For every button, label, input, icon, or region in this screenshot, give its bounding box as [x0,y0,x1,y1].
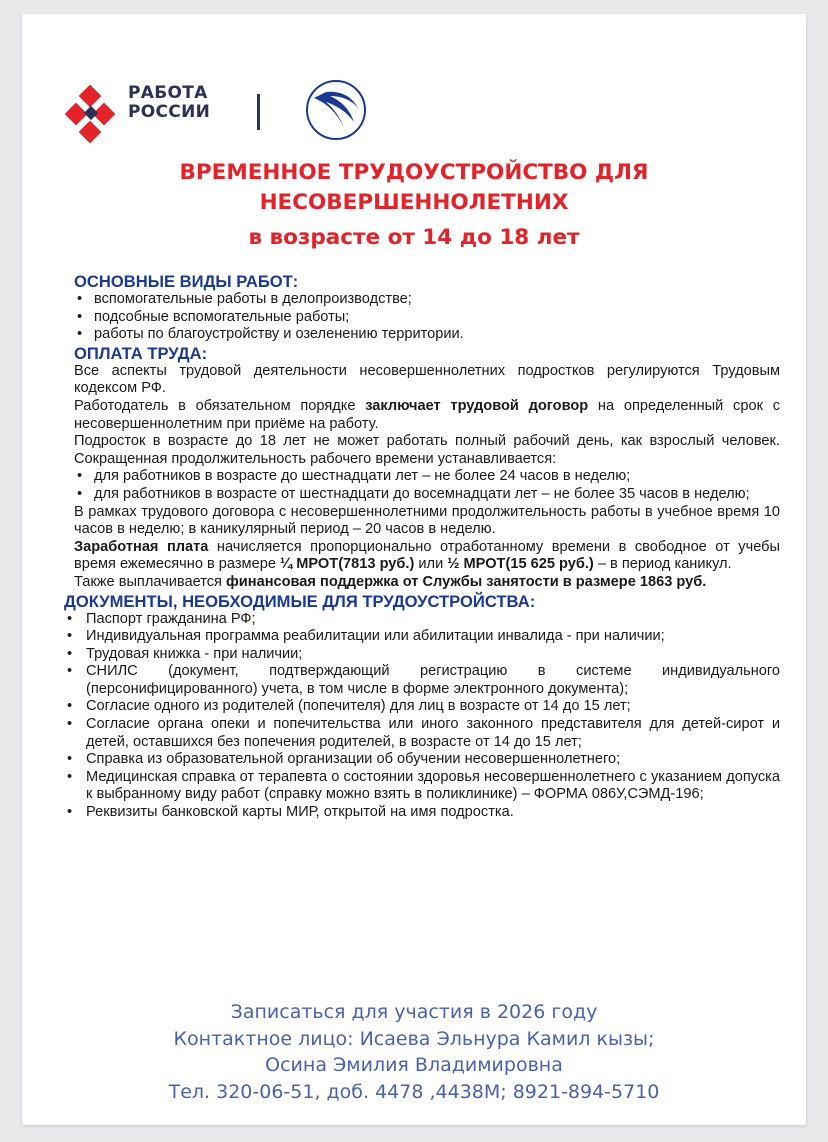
list-item: • Медицинская справка от терапевта о состоянии здоровья несовершеннолетнего с указанием допуска к выбранному виду работ (справку можно взять в поликлинике) – ФОРМА 086У,СЭМД-196; [64,769,780,804]
document-page [22,14,806,1125]
list-item: • СНИЛС (документ, подтверждающий регистрацию в системе индивидуального (персонифицированного) учета, в том числе в форме электронного документа); [64,663,780,698]
list-item: • Согласие одного из родителей (попечителя) для лиц в возрасте от 14 до 15 лет; [64,698,780,716]
rabota-rossii-wordmark [128,84,210,122]
text-span: Работодатель в обязательном порядке [74,397,366,414]
text-span: на определенный срок с несовершеннолетним при приёме на работу. [74,397,780,432]
title-line-3: в возрасте от 14 до 18 лет [248,225,580,250]
logo-divider [257,94,260,130]
bold-span: финансовая поддержка от Службы занятости в размере 1863 руб. [226,573,707,590]
sluzhba-zanyatosti-logo-icon [304,78,368,142]
pay-paragraph-2 [74,398,780,433]
text-span: – в период каникул. [593,556,732,573]
list-item: • Реквизиты банковской карты МИР, открытой на имя подростка. [64,804,780,822]
footer-line-1: Записаться для участия в 2026 году [230,1001,598,1023]
list-item: • для работников в возрасте до шестнадцати лет – не более 24 часов в неделю; [74,468,780,486]
pay-paragraph-3: Подросток в возрасте до 18 лет не может работать полный рабочий день, как взрослый человек. Сокращенная продолжительность рабочего времени устанавливается: [74,433,780,467]
rabota-line2: РОССИИ [128,102,211,122]
list-item: • Справка из образовательной организации об обучении несовершеннолетнего; [64,751,780,769]
pay-paragraph-5 [74,539,780,574]
list-item: • подсобные вспомогательные работы; [74,309,780,327]
contact-footer [22,999,806,1105]
pay-paragraph-1: Все аспекты трудовой деятельности несовершеннолетних подростков регулируются Трудовым кодексом РФ. [74,362,780,397]
rabota-line1: РАБОТА [128,83,208,103]
list-item: • Паспорт гражданина РФ; [64,611,780,629]
document-body [64,272,780,822]
docs-list [64,611,780,822]
rabota-rossii-logo-icon [62,76,132,146]
list-item: • Согласие органа опеки и попечительства или иного законного представителя для детей-сирот и детей, оставшихся без попечения родителей, в возрасте от 14 до 15 лет; [64,716,780,751]
title-line-1: ВРЕМЕННОЕ ТРУДОУСТРОЙСТВО ДЛЯ [179,160,649,185]
pay-heading: ОПЛАТА ТРУДА: [74,343,208,363]
footer-line-3: Осина Эмилия Владимировна [265,1054,563,1076]
list-item: • Трудовая книжка - при наличии; [64,646,780,664]
docs-heading: ДОКУМЕНТЫ, НЕОБХОДИМЫЕ ДЛЯ ТРУДОУСТРОЙСТВА: [64,591,536,611]
works-heading: ОСНОВНЫЕ ВИДЫ РАБОТ: [74,272,299,291]
bold-span: Заработная плата [74,538,209,555]
hours-list [74,468,780,503]
text-span: или [414,556,448,573]
bold-span: ½ МРОТ(15 625 руб.) [447,556,594,573]
pay-paragraph-6 [74,574,780,592]
bold-span: заключает трудовой договор [365,397,589,414]
works-section [74,272,780,344]
list-item: • Индивидуальная программа реабилитации или абилитации инвалида - при наличии; [64,628,780,646]
title-line-2: НЕСОВЕРШЕННОЛЕТНИХ [259,190,569,215]
pay-paragraph-4: В рамках трудового договора с несовершеннолетними продолжительность работы в учебное время 10 часов в неделю; в каникулярный период – 20 часов в неделю. [74,503,780,538]
text-span: начисляется пропорционально отработанному времени в свободное от учебы время ежемесячно в размере [74,538,780,573]
docs-section [64,592,780,822]
list-item: • работы по благоустройству и озеленению территории. [74,326,780,344]
list-item: • для работников в возрасте от шестнадцати до восемнадцати лет – не более 35 часов в неделю; [74,486,780,504]
bold-span: ¼ МРОТ(7813 руб.) [280,556,415,573]
list-item: • вспомогательные работы в делопроизводстве; [74,291,780,309]
logo-bar [62,76,402,146]
footer-line-2: Контактное лицо: Исаева Эльнура Камил кызы; [173,1027,655,1050]
footer-line-4: Тел. 320-06-51, доб. 4478 ,4438М; 8921-894-5710 [168,1080,660,1103]
text-span: Также выплачивается [74,573,227,590]
pay-section [74,344,780,592]
works-list [74,291,780,344]
